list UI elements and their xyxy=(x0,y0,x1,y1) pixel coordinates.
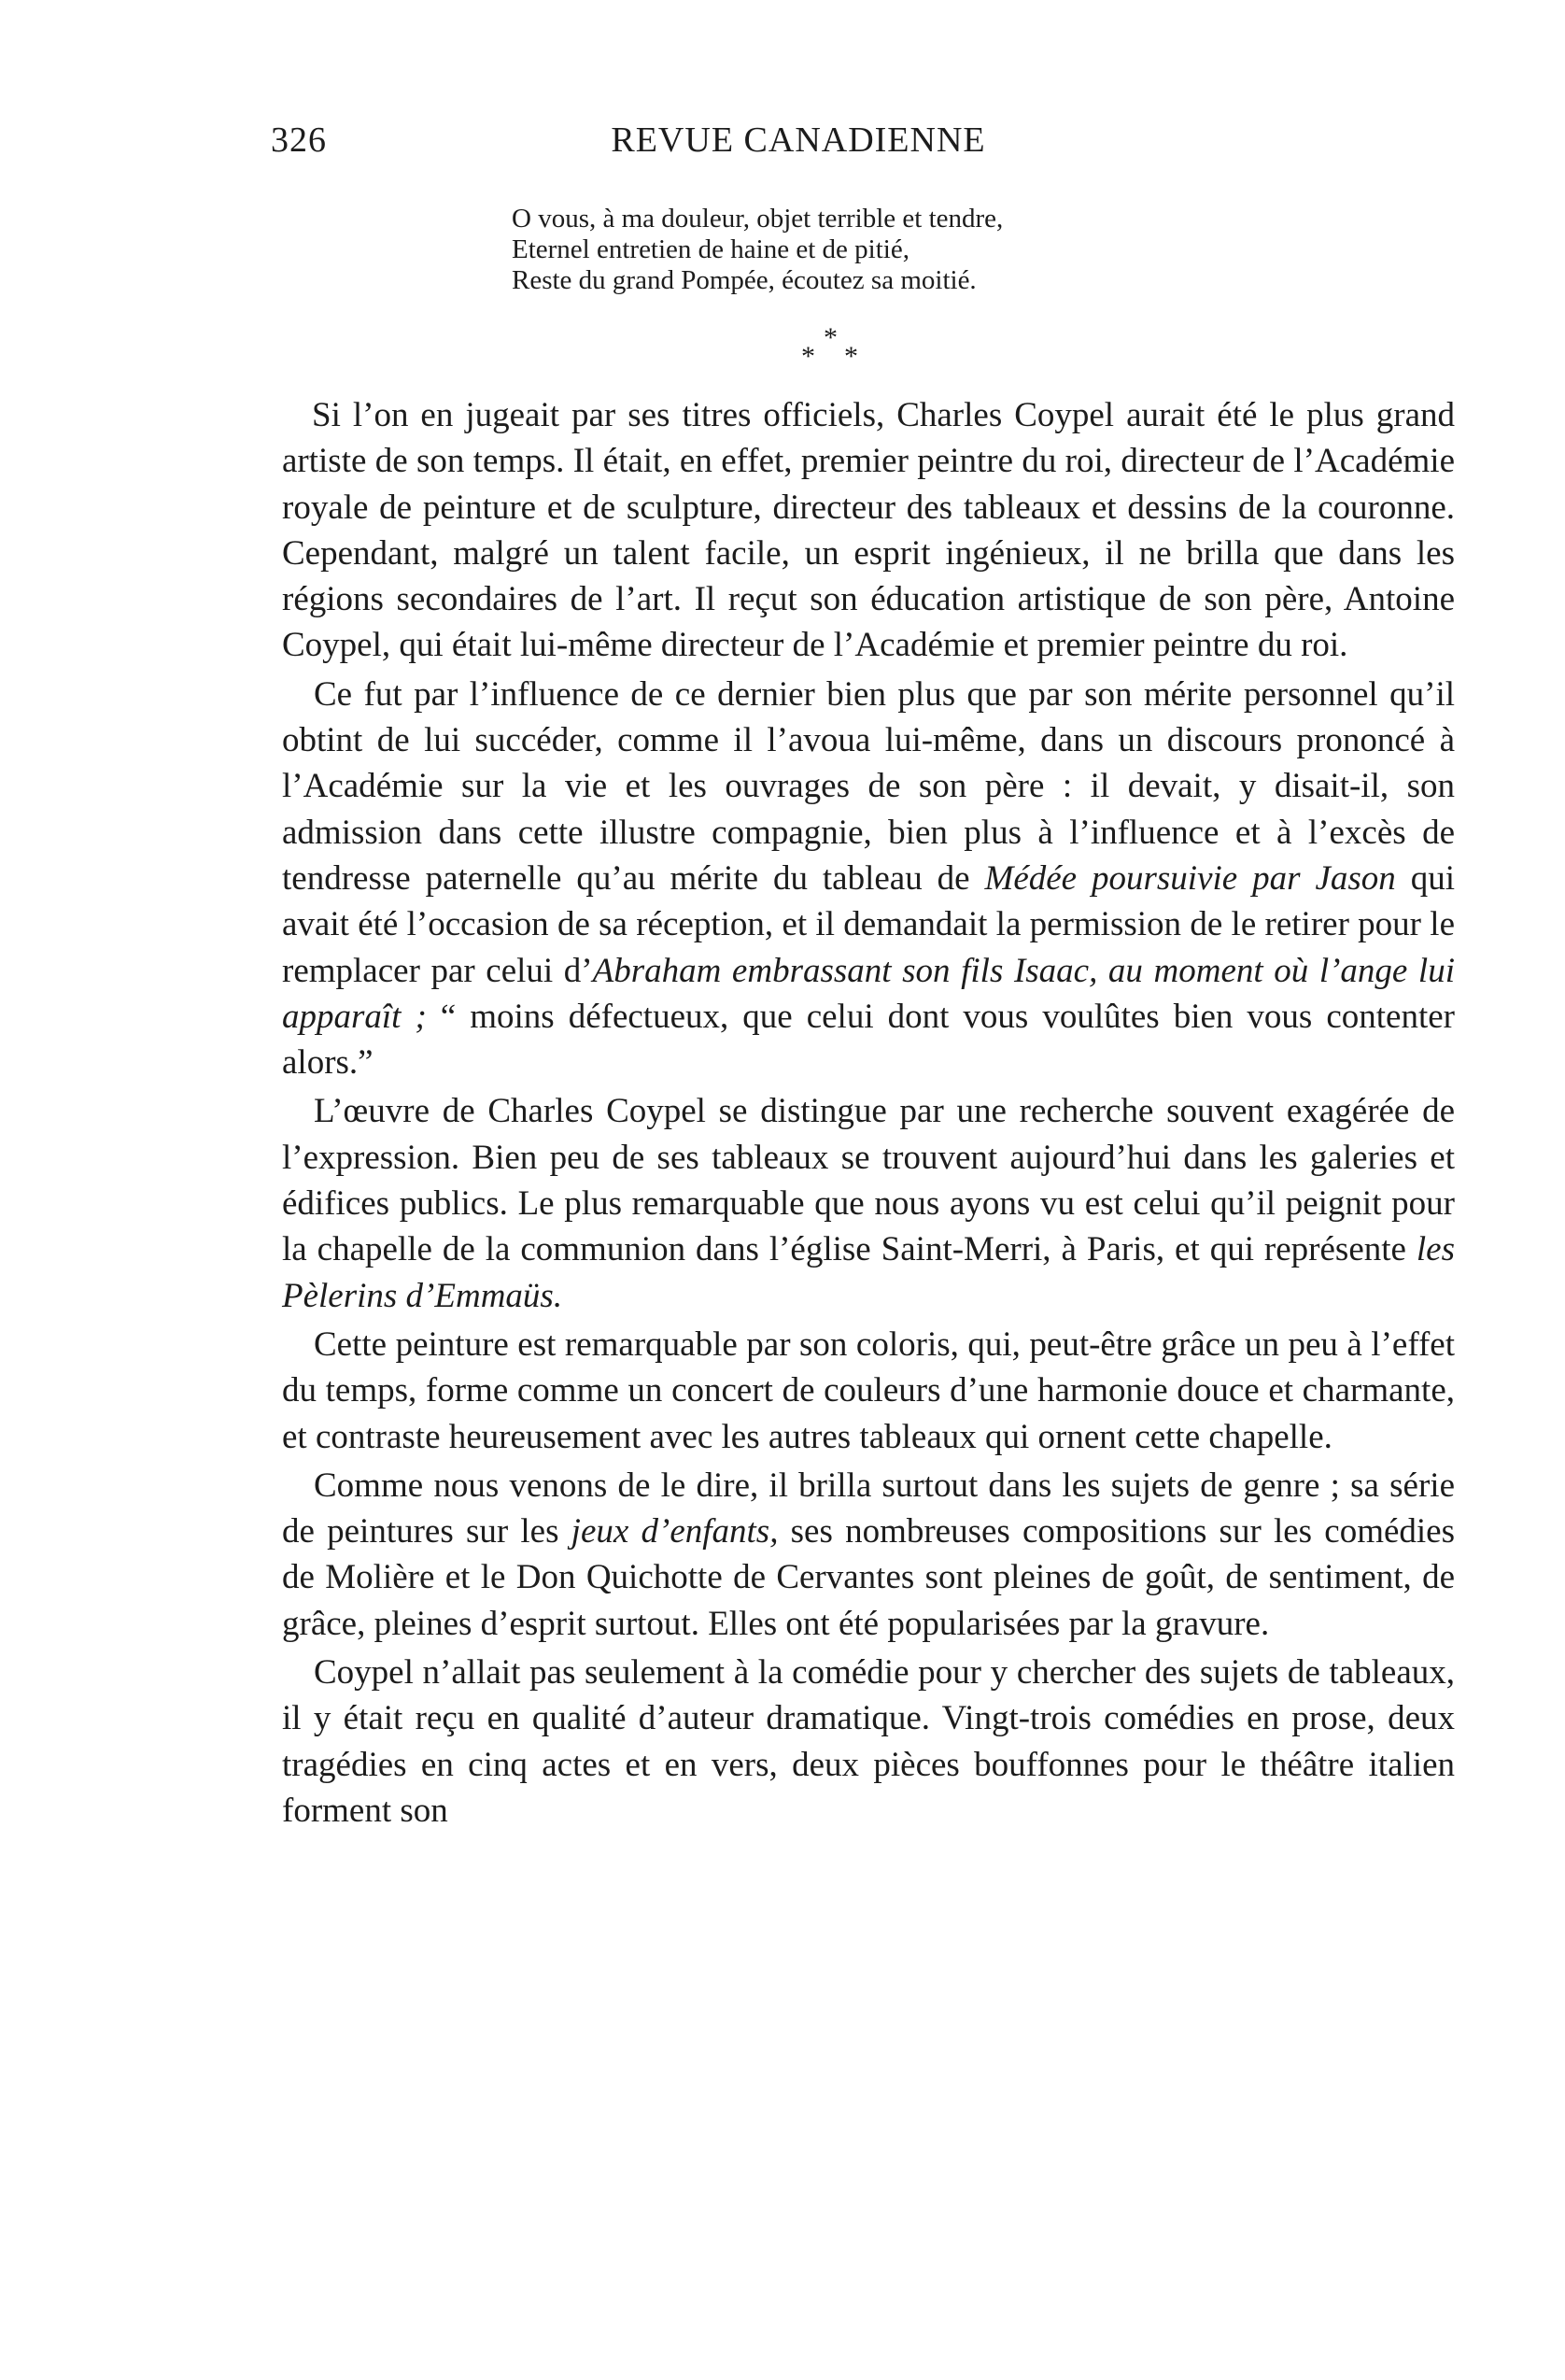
verse-line: O vous, à ma douleur, objet terrible et tendre, xyxy=(512,204,1004,234)
paragraph xyxy=(282,1463,1455,1647)
paragraph-text: L’œuvre de Charles Coypel se distingue par une recherche souvent exagérée de l’expression. Bien peu de ses tableaux se trouvent aujourd’hui dans les galeries et édifices publics. Le plus remarquable que nous ayons vu est celui qu’il peignit pour la chapelle de la communion dans l’église Saint-Merri, à Paris, et qui représente xyxy=(282,1092,1455,1269)
running-title: REVUE CANADIENNE xyxy=(611,120,986,160)
paragraph xyxy=(282,1322,1455,1460)
artwork-title: Abraham embrassant son fils Isaac, au moment où l’ange lui apparaît ; xyxy=(282,951,1455,1036)
asterisk-mark: * xyxy=(824,322,838,353)
verse-line: Reste du grand Pompée, écoutez sa moitié. xyxy=(512,265,977,295)
paragraph-text: “ moins défectueux, que celui dont vous voulûtes bien vous contenter alors.” xyxy=(282,997,1455,1083)
paragraph-text: Coypel n’allait pas seulement à la comédie pour y chercher des sujets de tableaux, il y était reçu en qualité d’auteur dramatique. Vingt-trois comédies en prose, deux tragédies en cinq actes et en vers, deux pièces bouffonnes pour le théâtre italien forment son xyxy=(282,1653,1455,1830)
page-number: 326 xyxy=(271,120,327,160)
artwork-title: les Pèlerins d’Emmaüs. xyxy=(282,1230,1455,1315)
paragraph-text: Si l’on en jugeait par ses titres officiels, Charles Coypel aurait été le plus grand artiste de son temps. Il était, en effet, premier peintre du roi, directeur de l’Académie royale de peinture et de sculpture, directeur des tableaux et dessins de la couronne. Cependant, malgré un talent facile, un esprit ingénieux, il ne brilla que dans les régions secondaires de l’art. Il reçut son éducation artistique de son père, Antoine Coypel, qui était lui-même directeur de l’Académie et premier peintre du roi. xyxy=(282,396,1455,665)
paragraph xyxy=(282,1088,1455,1318)
page-header xyxy=(271,120,1326,166)
paragraph-text: Comme nous venons de le dire, il brilla surtout dans les sujets de genre ; sa série de peintures sur les xyxy=(282,1466,1455,1551)
paragraph-text: qui avait été l’occasion de sa réception, et il demandait la permission de le retirer pour le remplacer par celui d’ xyxy=(282,858,1456,990)
paragraph-text: ses nombreuses compositions sur les comédies de Molière et le Don Quichotte de Cervantes sont pleines de goût, de sentiment, de grâce, pleines d’esprit surtout. Elles ont été popularisées par la gravure. xyxy=(282,1512,1455,1643)
article-body xyxy=(282,392,1455,1836)
asterisk-mark: * xyxy=(801,341,815,372)
asterisk-mark: * xyxy=(844,341,858,372)
verse-line: Eternel entretien de haine et de pitié, xyxy=(512,234,909,264)
paragraph xyxy=(282,392,1455,669)
verse-epigraph xyxy=(512,204,1333,296)
paragraph xyxy=(282,1650,1455,1834)
artwork-title: jeux d’enfants, xyxy=(571,1512,779,1551)
asterism-divider xyxy=(801,322,895,378)
artwork-title: Médée poursuivie par Jason xyxy=(984,858,1396,898)
paragraph-text: Cette peinture est remarquable par son coloris, qui, peut-être grâce un peu à l’effet du temps, forme comme un concert de couleurs d’une harmonie douce et charmante, et contraste heureusement avec les autres tableaux qui ornent cette chapelle. xyxy=(282,1325,1455,1456)
paragraph-text: Ce fut par l’influence de ce dernier bien plus que par son mérite personnel qu’il obtint de lui succéder, comme il l’avoua lui-même, dans un discours prononcé à l’Académie sur la vie et les ouvrages de son père : il devait, y disait-il, son admission dans cette illustre compagnie, bien plus à l’influence et à l’excès de tendresse paternelle qu’au mérite du tableau de xyxy=(282,674,1455,898)
paragraph xyxy=(282,672,1455,1086)
